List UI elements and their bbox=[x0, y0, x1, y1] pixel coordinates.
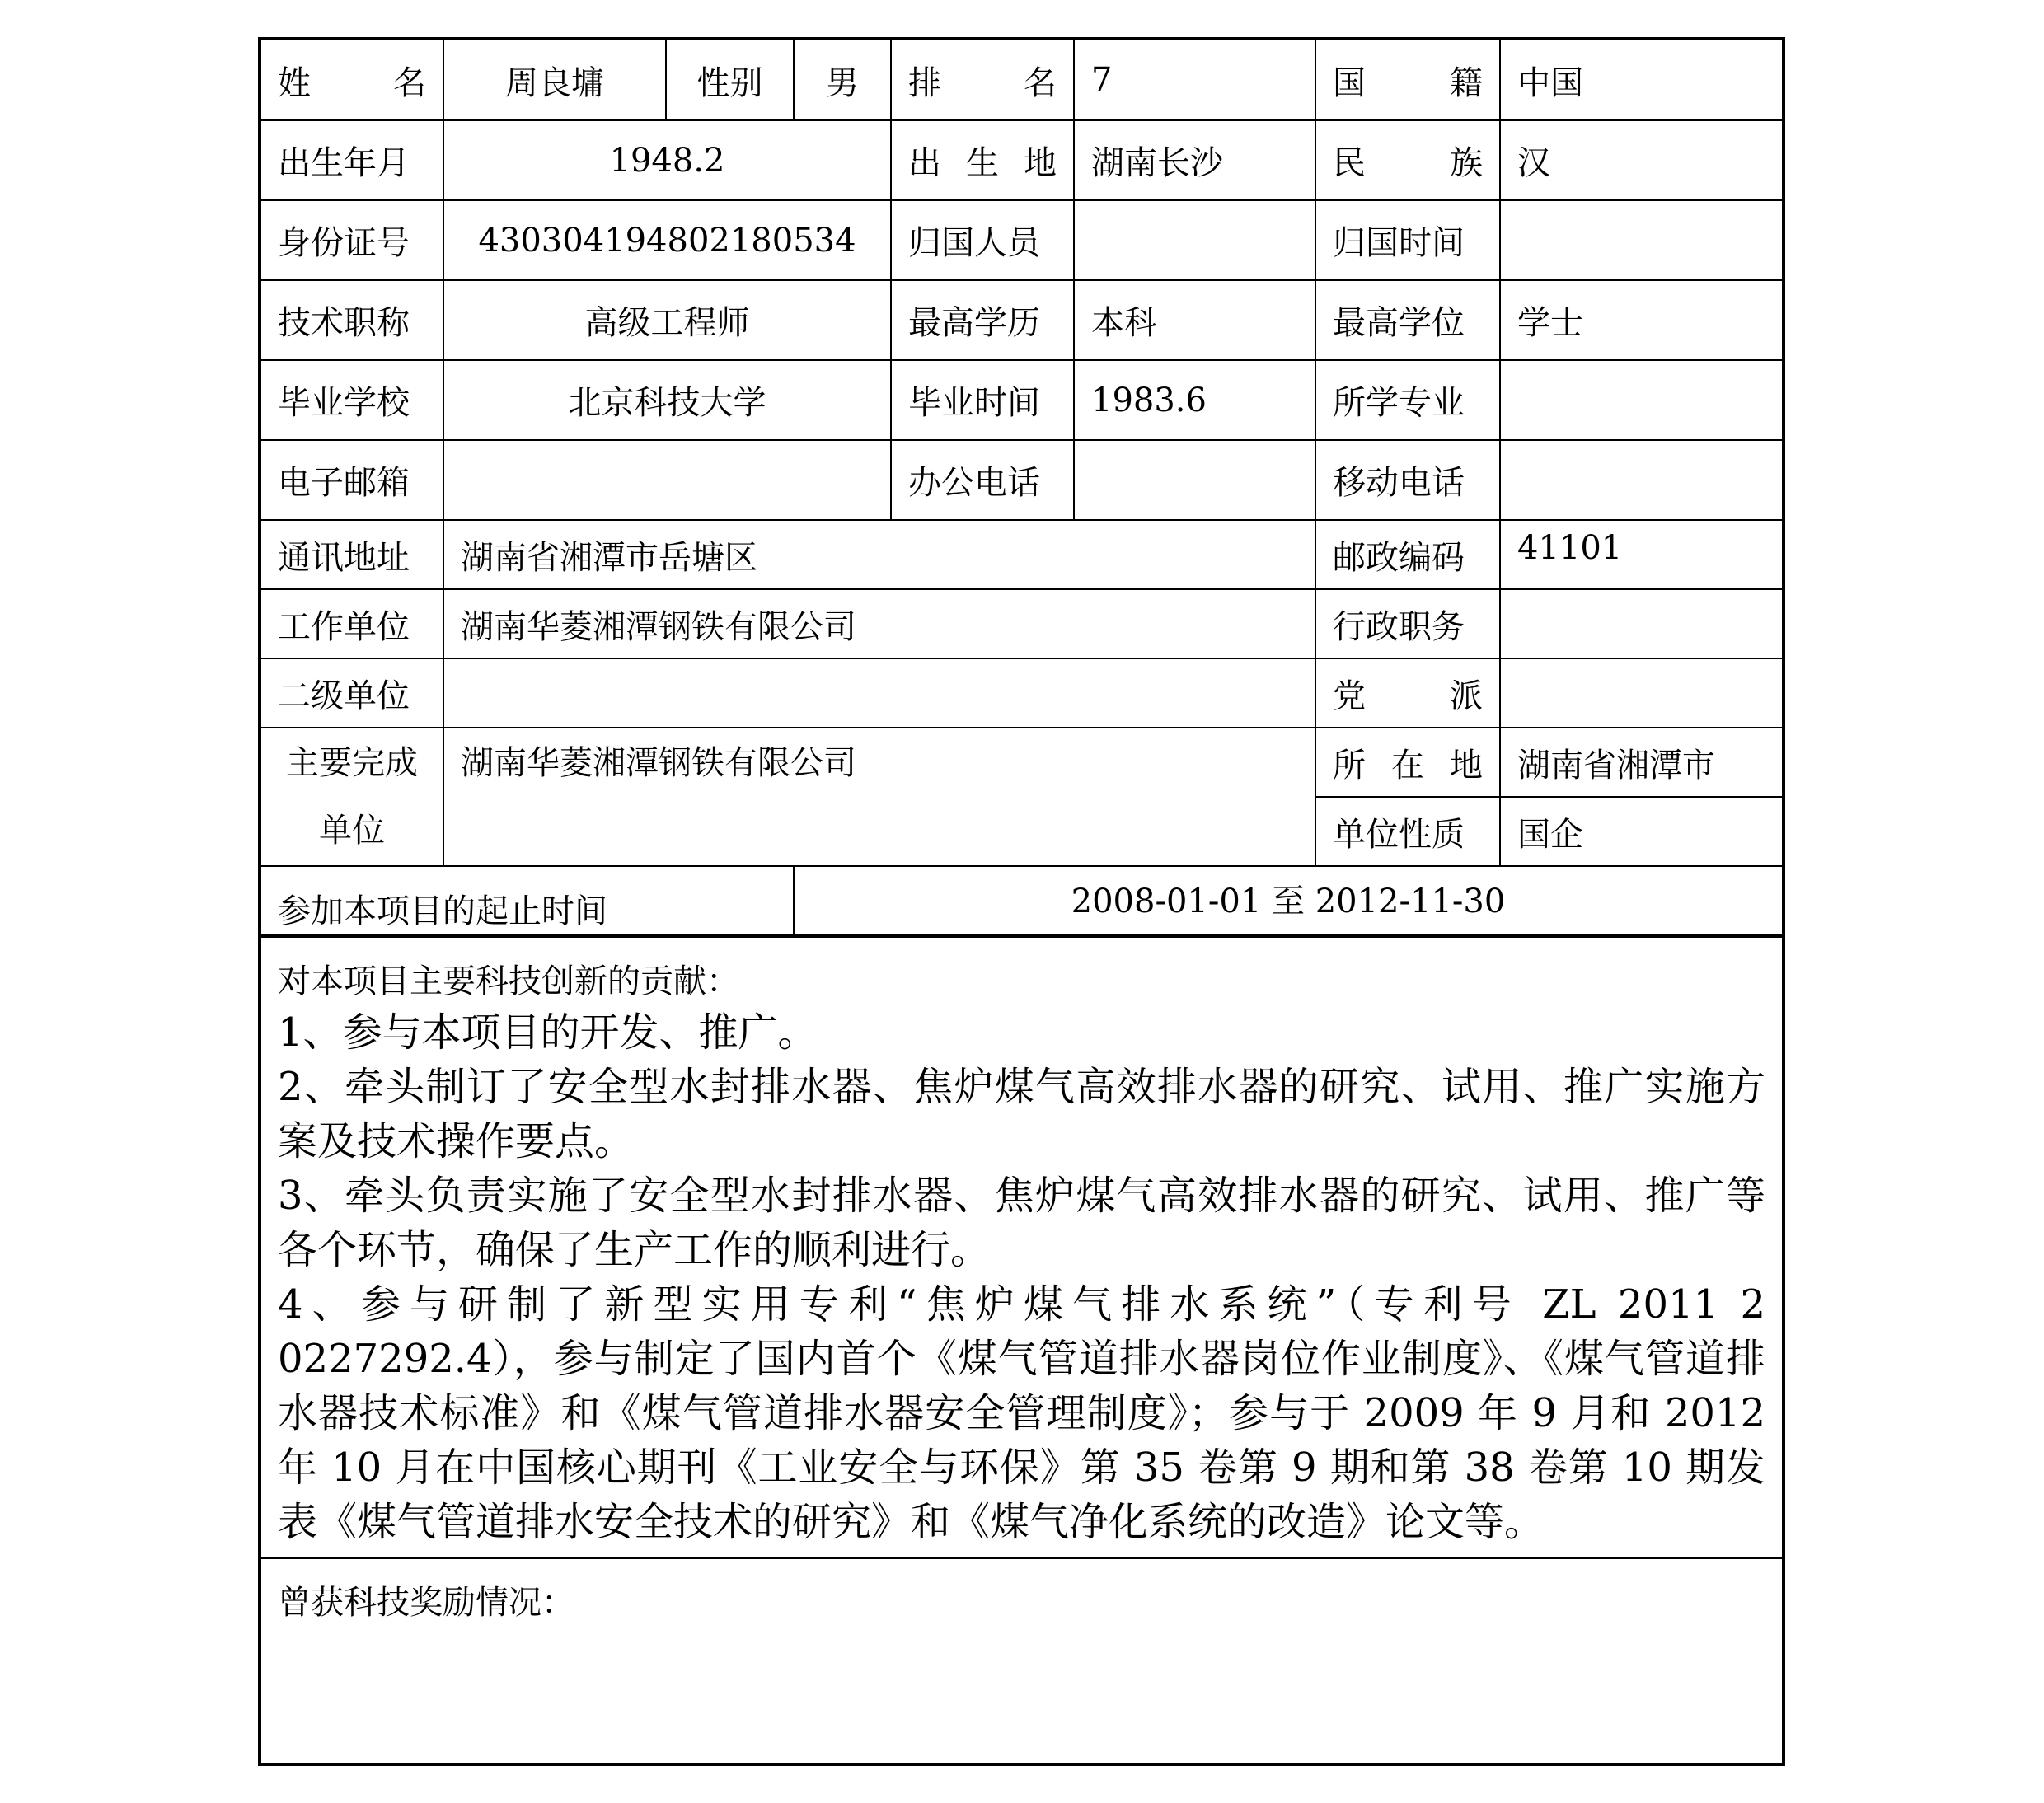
address-value: 湖南省湘潭市岳塘区 bbox=[443, 520, 1315, 589]
employer-value: 湖南华菱湘潭钢铁有限公司 bbox=[443, 589, 1315, 658]
postcode-label: 邮政编码 bbox=[1315, 520, 1500, 589]
office-phone-label: 办公电话 bbox=[891, 440, 1074, 520]
grad-time-value: 1983.6 bbox=[1074, 360, 1315, 440]
contribution-item-4: 4、参与研制了新型实用专利“焦炉煤气排水系统”（专利号 ZL 2011 2 0227292.4），参与制定了国内首个《煤气管道排水器岗位作业制度》、《煤气管道排水器技术标准》和《煤气管道排水器安全管理制度》；参与于 2009 年 9 月和 2012 年 10 月在中国核心期刊《工业安全与环保》第 35 卷第 9 期和第 38 卷第 10 期发表《煤气管道排水安全技术的研究》和《煤气净化系统的改造》论文等。 bbox=[278, 1281, 1765, 1545]
location-label: 所 在 地 bbox=[1315, 728, 1500, 797]
birth-value: 1948.2 bbox=[443, 120, 891, 200]
subunit-value bbox=[443, 658, 1315, 728]
contribution-item-1: 1、参与本项目的开发、推广。 bbox=[278, 1009, 818, 1056]
unit-type-value: 国企 bbox=[1500, 797, 1782, 866]
email-value bbox=[443, 440, 891, 520]
party-label: 党 派 bbox=[1315, 658, 1500, 728]
mobile-value bbox=[1500, 440, 1782, 520]
period-label: 参加本项目的起止时间 bbox=[261, 866, 794, 935]
school-label: 毕业学校 bbox=[261, 360, 443, 440]
degree-value: 学士 bbox=[1500, 280, 1782, 360]
grad-time-label: 毕业时间 bbox=[891, 360, 1074, 440]
id-value: 430304194802180534 bbox=[443, 200, 891, 280]
employer-label: 工作单位 bbox=[261, 589, 443, 658]
birthplace-label: 出 生 地 bbox=[891, 120, 1074, 200]
main-unit-label-line1: 主要完成 bbox=[286, 744, 418, 782]
postcode-value: 41101 bbox=[1500, 520, 1782, 589]
address-label: 通讯地址 bbox=[261, 520, 443, 589]
period-value: 2008-01-01 至 2012-11-30 bbox=[794, 866, 1782, 935]
subunit-label: 二级单位 bbox=[261, 658, 443, 728]
major-value bbox=[1500, 360, 1782, 440]
ethnicity-label: 民 族 bbox=[1315, 120, 1500, 200]
unit-type-label: 单位性质 bbox=[1315, 797, 1500, 866]
returnee-value bbox=[1074, 200, 1315, 280]
id-label: 身份证号 bbox=[261, 200, 443, 280]
main-unit-value: 湖南华菱湘潭钢铁有限公司 bbox=[443, 728, 1315, 866]
awards-section bbox=[261, 1557, 1782, 1780]
return-time-value bbox=[1500, 200, 1782, 280]
contribution-section bbox=[261, 936, 1782, 1557]
rank-label: 排 名 bbox=[891, 40, 1074, 120]
birth-label: 出生年月 bbox=[261, 120, 443, 200]
name-label: 姓 名 bbox=[261, 40, 443, 120]
office-phone-value bbox=[1074, 440, 1315, 520]
location-value: 湖南省湘潭市 bbox=[1500, 728, 1782, 797]
returnee-label: 归国人员 bbox=[891, 200, 1074, 280]
party-value bbox=[1500, 658, 1782, 728]
contribution-item-3: 3、牵头负责实施了安全型水封排水器、焦炉煤气高效排水器的研究、试用、推广等各个环节，确保了生产工作的顺利进行。 bbox=[278, 1173, 1765, 1273]
title-value: 高级工程师 bbox=[443, 280, 891, 360]
rank-value: 7 bbox=[1074, 40, 1315, 120]
position-label: 行政职务 bbox=[1315, 589, 1500, 658]
nationality-value: 中国 bbox=[1500, 40, 1782, 120]
main-unit-label bbox=[261, 728, 443, 866]
position-value bbox=[1500, 589, 1782, 658]
contribution-item-2: 2、牵头制订了安全型水封排水器、焦炉煤气高效排水器的研究、试用、推广实施方案及技术操作要点。 bbox=[278, 1064, 1765, 1164]
gender-value: 男 bbox=[794, 40, 891, 120]
education-label: 最高学历 bbox=[891, 280, 1074, 360]
nationality-label: 国 籍 bbox=[1315, 40, 1500, 120]
school-value: 北京科技大学 bbox=[443, 360, 891, 440]
return-time-label: 归国时间 bbox=[1315, 200, 1500, 280]
major-label: 所学专业 bbox=[1315, 360, 1500, 440]
awards-heading: 曾获科技奖励情况： bbox=[278, 1584, 574, 1622]
degree-label: 最高学位 bbox=[1315, 280, 1500, 360]
education-value: 本科 bbox=[1074, 280, 1315, 360]
name-value: 周良墉 bbox=[443, 40, 666, 120]
mobile-label: 移动电话 bbox=[1315, 440, 1500, 520]
birthplace-value: 湖南长沙 bbox=[1074, 120, 1315, 200]
main-unit-label-line2: 单位 bbox=[319, 812, 385, 850]
email-label: 电子邮箱 bbox=[261, 440, 443, 520]
personal-info-form bbox=[258, 37, 1785, 1766]
info-table bbox=[261, 40, 1782, 936]
contribution-heading: 对本项目主要科技创新的贡献： bbox=[278, 962, 739, 1000]
title-label: 技术职称 bbox=[261, 280, 443, 360]
gender-label: 性别 bbox=[666, 40, 794, 120]
ethnicity-value: 汉 bbox=[1500, 120, 1782, 200]
